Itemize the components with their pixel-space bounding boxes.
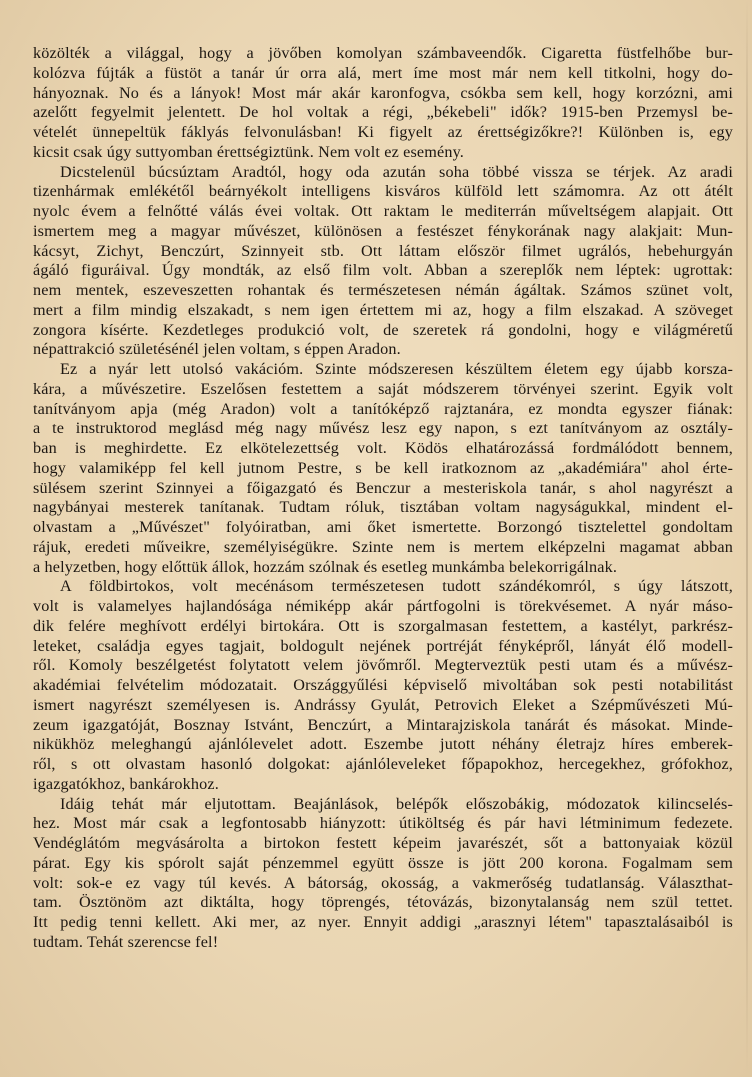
paragraph-5 (33, 795, 733, 953)
text-line: a helyzetben, hogy előttük állok, hozzám szólnak és esetleg munkámba belekorrigálnak. (33, 557, 618, 576)
text-line: ban is meghirdette. Ez elkötelezettség volt. Ködös elhatározássá fordmálódott bennem, (33, 439, 733, 457)
text-line: ágáló figuráival. Úgy mondták, az első film volt. Abban a szereplők nem léptek: ugrottak: (33, 261, 733, 280)
text-line: tam. Ösztönöm azt diktálta, hogy töprengés, tétovázás, bizonytalanság nem szül tettet. (33, 893, 733, 912)
text-line: tizenhármak emlékétől beárnyékolt intelligens kisváros külföld lett számomra. Az ott átélt (33, 182, 733, 201)
text-line: Vendéglátóm megvásárolta a birtokon festett képeim javarészét, sőt a battonyaiak közül (33, 834, 733, 852)
text-line: kicsit csak úgy suttyomban érettségiztünk. Nem volt ez esemény. (33, 142, 464, 161)
text-line: ismert nagyrészt személyesen is. Andrássy Gyulát, Petrovich Eleket a Szépművészeti Mú- (33, 695, 733, 714)
text-line: vételét ünnepeltük fáklyás felvonulásban! Ki figyelt az érettségizőkre?! Különben is, egy (33, 123, 733, 141)
text-line: ismertem meg a magyar művészet, különösen a festészet fénykorának nagy alakjait: Mun- (33, 221, 733, 240)
text-line: Ez a nyár lett utolsó vakációm. Szinte módszeresen készültem életem egy újabb korsza- (60, 360, 733, 378)
text-line: Dicstelenül búcsúztam Aradtól, hogy oda azután soha többé vissza se térjek. Az aradi (60, 162, 733, 181)
page-edge-shadow (746, 0, 748, 1077)
text-line: a te instruktorod meglásd még nagy művész lesz egy napon, s ezt tanítványom az osztály- (33, 419, 733, 438)
text-line: leteket, családja egyes tagjait, boldogult nejének portréját fényképről, lányát élő modell- (33, 636, 733, 655)
text-line: kára, a művészetire. Eszelősen festettem a saját módszerem törvényei szerint. Egyik volt (33, 379, 733, 398)
text-line: nikükhöz meleghangú ajánlólevelet adott. Eszembe jutott néhány életrajz híres emberek- (33, 735, 733, 754)
text-line: olvastam a „Művészet" folyóiratban, ami őket ismertette. Borzongó tisztelettel gondoltam (33, 518, 733, 536)
text-line: ről, s ott olvastam hasonló dolgokat: ajánlóleveleket főpapokhoz, hercegekhez, grófokhoz, (33, 755, 733, 773)
text-line: hez. Most már csak a legfontosabb hiányzott: útiköltség és pár havi létminimum fedezete. (33, 814, 733, 833)
text-line: közölték a világgal, hogy a jövőben komolyan számbaveendők. Cigaretta füstfelhőbe bur- (33, 44, 733, 62)
text-line: igazgatókhoz, bankárokhoz. (33, 774, 219, 793)
paragraph-1 (33, 44, 733, 163)
text-line: mert a film mindig elszakadt, s nem igen értettem mi az, hogy a film elszakad. A szöveget (33, 300, 733, 319)
text-line: tanítványom apja (még Aradon) volt a tanítóképző rajztanára, ez mondta egyszer fiának: (33, 399, 733, 418)
text-line: Idáig tehát már eljutottam. Beajánlások, belépők előszobákig, módozatok kilincselés- (60, 794, 733, 813)
text-line: kácsyt, Zichyt, Benczúrt, Szinnyeit stb. Ott láttam először filmet ugrálós, hebehurgyán (33, 241, 733, 260)
text-line: zongora kísérte. Kezdetleges produkció volt, de szeretek rá gondolni, hogy e világméretű (33, 320, 733, 339)
text-line: nyolc évem a felnőtté válás évei voltak. Ott raktam le mediterrán műveltségem alapjait. Ott (33, 202, 733, 220)
text-line: hogy valamiképp fel kell jutnom Pestre, s be kell iratkoznom az „akadémiára" ahol érte- (33, 458, 733, 477)
text-line: volt is valamelyes hajlandósága némiképp akár pártfogolni is törekvésemet. A nyár máso- (33, 597, 733, 615)
text-line: hányoznak. No és a lányok! Most már akár karonfogva, csókba sem kell, hogy korzózni, ami (33, 83, 733, 102)
document-body (33, 44, 733, 953)
text-line: ről. Komoly beszélgetést folytatott velem jövőmről. Megterveztük pesti utam és a művész- (33, 656, 733, 675)
text-line: nagybányai mesterek tanítanak. Tudtam róluk, tisztában voltam nagyságukkal, mindent el- (33, 498, 733, 517)
text-line: sülésem szerint Szinnyei a főigazgató és Benczur a mesteriskola tanár, s ahol nagyrészt a (33, 478, 733, 497)
text-line: akadémiai felvételim módozatait. Országgyűlési képviselő mivoltában sok pesti notabilitást (33, 676, 733, 694)
text-line: párat. Egy kis spórolt saját pénzemmel együtt össze is jött 200 korona. Fogalmam sem (33, 853, 733, 872)
paragraph-3 (33, 360, 733, 577)
text-line: tudtam. Tehát szerencse fel! (33, 932, 219, 951)
text-line: zeum igazgatóját, Bosznay Istvánt, Benczúrt, a Mintarajziskola tanárát és másokat. Minde- (33, 715, 733, 734)
paragraph-2 (33, 163, 733, 361)
text-line: kolózva fújták a füstöt a tanár úr orra alá, mert íme most már nem kell titkolni, hogy do- (33, 63, 733, 82)
text-line: Itt pedig tenni kellett. Aki mer, az nyer. Ennyit addigi „arasznyi létem" tapasztalásaiból is (33, 913, 733, 931)
text-line: nem mentek, eszeveszetten rohantak és természetesen némán ágáltak. Számos szünet volt, (33, 281, 733, 299)
text-line: A földbirtokos, volt mecénásom természetesen tudott szándékomról, s úgy látszott, (60, 577, 733, 596)
text-line: volt: sok-e ez vagy túl kevés. A bátorság, okosság, a vakmerőség tudatlanság. Választhat- (33, 873, 733, 892)
text-line: rájuk, eredeti műveikre, személyiségükre. Szinte nem is mertem elképzelni magamat abban (33, 537, 733, 556)
text-line: azelőtt fegyelmit jelentett. De hol voltak a régi, „békebeli" idők? 1915-ben Przemysl be- (33, 103, 733, 122)
paragraph-4 (33, 577, 733, 794)
text-line: dik felére meghívott erdélyi birtokára. Ott is szorgalmasan festettem, a kastélyt, parkrész- (33, 616, 733, 635)
text-line: népattrakció születésénél jelen voltam, s éppen Aradon. (33, 340, 401, 359)
